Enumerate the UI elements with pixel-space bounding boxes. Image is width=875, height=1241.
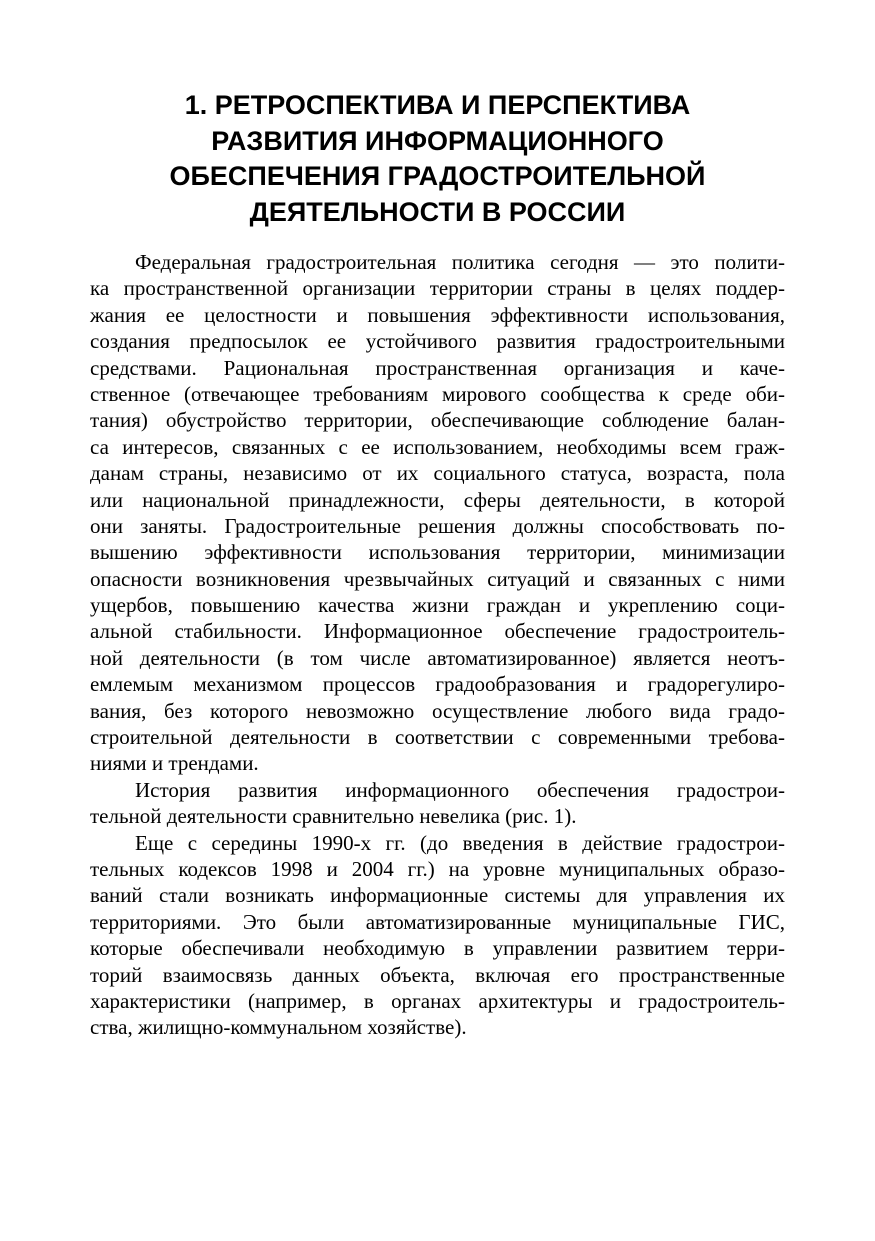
text-line: которые обеспечивали необходимую в управлении развитием терри- [90, 936, 785, 961]
text-line: территориями. Это были автоматизированные муниципальные ГИС, [90, 909, 785, 934]
text-line: емлемым механизмом процессов градообразования и градорегулиро- [90, 672, 785, 697]
body-text [90, 249, 785, 1041]
text-line: торий взаимосвязь данных объекта, включая его пространственные [90, 962, 785, 987]
text-line: тельной деятельности сравнительно невелика (рис. 1). [90, 804, 577, 829]
text-line: строительной деятельности в соответствии с современными требова- [90, 725, 785, 750]
chapter-title-line: 1. РЕТРОСПЕКТИВА И ПЕРСПЕКТИВА [184, 90, 691, 120]
text-line: ущербов, повышению качества жизни граждан и укреплению соци- [90, 593, 785, 618]
text-line: тания) обустройство территории, обеспечивающие соблюдение балан- [90, 408, 785, 433]
paragraph-2 [90, 777, 785, 830]
text-line: ства, жилищно-коммунальном хозяйстве). [90, 1015, 467, 1040]
text-line: характеристики (например, в органах архитектуры и градостроитель- [90, 988, 785, 1013]
chapter-title-line: ОБЕСПЕЧЕНИЯ ГРАДОСТРОИТЕЛЬНОЙ [169, 161, 706, 191]
chapter-title-line: РАЗВИТИЯ ИНФОРМАЦИОННОГО [211, 125, 664, 156]
paragraph-1 [90, 249, 785, 777]
text-line: средствами. Рациональная пространственная организация и каче- [90, 355, 785, 380]
text-line: или национальной принадлежности, сферы деятельности, в которой [90, 487, 785, 512]
text-line: ной деятельности (в том числе автоматизированное) является неотъ- [90, 645, 785, 670]
text-line: ниями и трендами. [90, 751, 259, 776]
text-line: Еще с середины 1990-х гг. (до введения в действие градострои- [135, 830, 785, 855]
text-line: История развития информационного обеспечения градострои- [135, 777, 785, 802]
text-line: ственное (отвечающее требованиям мирового сообщества к среде оби- [90, 381, 785, 406]
text-line: вышению эффективности использования территории, минимизации [90, 540, 785, 565]
text-line: они заняты. Градостроительные решения должны способствовать по- [90, 513, 785, 538]
text-line: опасности возникновения чрезвычайных ситуаций и связанных с ними [90, 566, 785, 591]
text-line: создания предпосылок ее устойчивого развития градостроительными [90, 329, 785, 354]
text-line: са интересов, связанных с ее использованием, необходимы всем граж- [90, 434, 785, 459]
text-line: вания, без которого невозможно осуществление любого вида градо- [90, 698, 785, 723]
text-line: жания ее целостности и повышения эффективности использования, [90, 302, 785, 327]
chapter-title-line: ДЕЯТЕЛЬНОСТИ В РОССИИ [249, 196, 626, 227]
text-line: тельных кодексов 1998 и 2004 гг.) на уровне муниципальных образо- [90, 856, 785, 881]
text-line: ка пространственной организации территории страны в целях поддер- [90, 276, 785, 301]
text-line: данам страны, независимо от их социального статуса, возраста, пола [90, 461, 785, 486]
paragraph-3 [90, 830, 785, 1041]
chapter-title [90, 88, 785, 230]
text-line: Федеральная градостроительная политика сегодня — это полити- [135, 250, 785, 274]
text-line: ваний стали возникать информационные системы для управления их [90, 883, 785, 908]
text-line: альной стабильности. Информационное обеспечение градостроитель- [90, 619, 785, 644]
